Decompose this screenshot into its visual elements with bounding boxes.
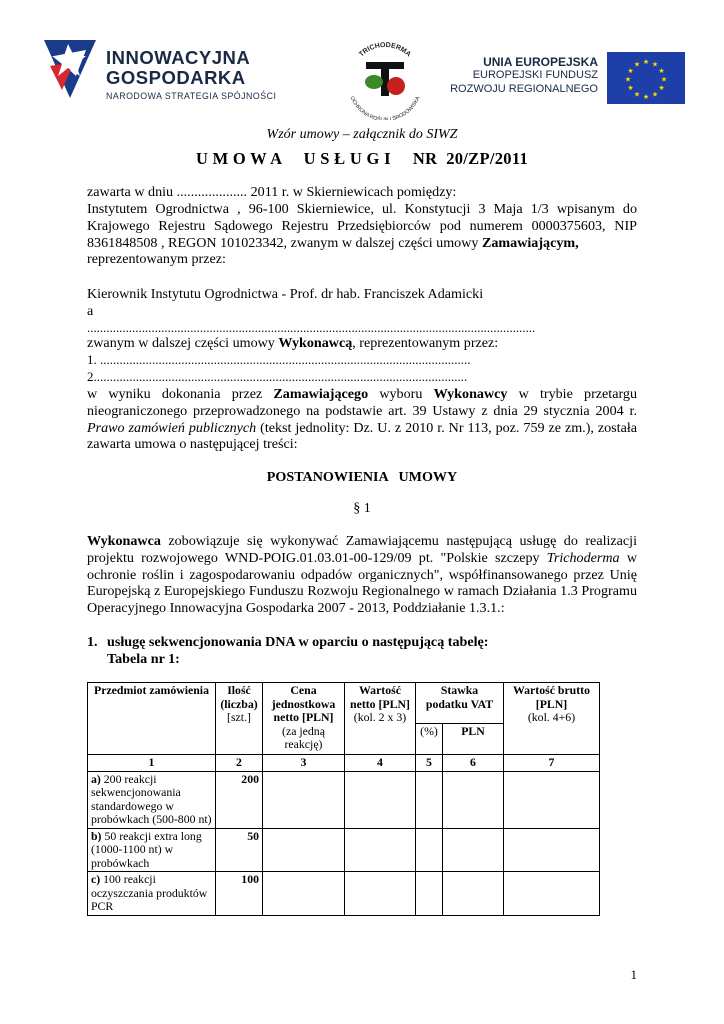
clause-text-b: zobowiązuje się wykonywać Zamawiającemu następującą usługę do realizacji projektu rozwojowego WND-POIG.01.03.01-00-129/09 pt. "Polskie szczepy	[87, 533, 637, 566]
col-number: 1	[88, 755, 216, 772]
eu-flag-icon	[607, 52, 685, 104]
svg-text:★: ★	[627, 84, 634, 92]
eu-line3: ROZWOJU REGIONALNEGO	[450, 82, 598, 95]
list-number: 1.	[87, 634, 98, 650]
row-vat-pct[interactable]	[416, 828, 443, 872]
header-net-label: Wartość netto [PLN]	[350, 683, 410, 711]
header-vat-pln: PLN	[443, 724, 504, 755]
row-vat-pct[interactable]	[416, 872, 443, 916]
row-vat-pct[interactable]	[416, 771, 443, 828]
svg-text:★: ★	[658, 84, 665, 92]
row-letter: b)	[91, 828, 102, 843]
row-item	[88, 771, 216, 828]
row-net[interactable]	[345, 872, 416, 916]
represented-by: reprezentowanym przez:	[87, 251, 226, 268]
intro-date-line: zawarta w dniu .................... 2011 r. w Skierniewicach pomiędzy:	[87, 184, 457, 200]
row-gross[interactable]	[504, 828, 600, 872]
header-qty	[216, 683, 263, 755]
representative-1-line: 1. ..................................................................................................................	[87, 352, 471, 367]
row-qty: 50	[216, 828, 263, 872]
row-net[interactable]	[345, 771, 416, 828]
svg-text:★: ★	[658, 67, 665, 75]
header-vat: Stawka podatku VAT	[416, 683, 504, 724]
result-text-3: wyboru	[368, 386, 434, 402]
row-vat-pln[interactable]	[443, 771, 504, 828]
header-price-label: Cena jednostkowa netto [PLN]	[271, 683, 336, 724]
table-label: Tabela nr 1:	[107, 651, 180, 667]
section-title: POSTANOWIENIA UMOWY	[266, 469, 458, 485]
header-price	[263, 683, 345, 755]
innowacyjna-gospodarka-logo	[40, 34, 280, 114]
row-text: 200 reakcji sekwencjonowania standardowego w probówkach (500-800 nt)	[91, 771, 212, 826]
row-qty: 200	[216, 771, 263, 828]
row-text: 100 reakcji oczyszczania produktów PCR	[91, 872, 208, 913]
table-row	[88, 771, 600, 828]
zamawiajacy-term: Zamawiającym,	[481, 234, 579, 251]
header-item: Przedmiot zamówienia	[88, 683, 216, 755]
header-price-note: (za jedną reakcję)	[282, 723, 325, 751]
row-vat-pln[interactable]	[443, 872, 504, 916]
svg-text:OCHRONA ROŚLIN I ŚRODOWISKA	[349, 95, 422, 120]
clause-1-paragraph	[87, 533, 637, 617]
svg-text:★: ★	[651, 60, 659, 69]
col-number: 3	[263, 755, 345, 772]
header-net	[345, 683, 416, 755]
representative-2-line: 2...................................................................................................................	[87, 369, 468, 384]
result-text-7: (tekst jednolity: Dz. U. z 2010 r. Nr 113, poz. 759 ze zm.), została zawarta umowa o następującej treści:	[87, 419, 638, 453]
ig-logo-line3: NARODOWA STRATEGIA SPÓJNOŚCI	[106, 91, 277, 101]
row-item	[88, 828, 216, 872]
contractor-text-a: zwanym w dalszej części umowy	[87, 335, 279, 351]
header-vat-pct: (%)	[416, 724, 443, 755]
row-letter: c)	[91, 872, 101, 886]
row-letter: a)	[91, 771, 101, 786]
contractor-text-c: , reprezentowanym przez:	[352, 335, 499, 351]
wykonawca-term: Wykonawcą	[278, 335, 353, 351]
clause-text-d: w ochronie roślin i zagospodarowaniu odpadów organicznych", współfinansowanego przez Unię Europejską z Europejskiego Funduszu Rozwoju Regionalnego w ramach Działania 1.3 Programu Operacyjnego Innowacyjna Gospodarka 2007 - 2013, Poddziałanie 1.3.1.:	[87, 549, 638, 617]
result-zamawiajacego: Zamawiającego	[273, 386, 369, 402]
col-number: 7	[504, 755, 600, 772]
contractor-line	[87, 335, 498, 352]
row-price[interactable]	[263, 872, 345, 916]
svg-text:★: ★	[624, 75, 632, 84]
result-wykonawcy: Wykonawcy	[433, 386, 508, 402]
ig-logo-line2: GOSPODARKA	[106, 67, 246, 88]
row-gross[interactable]	[504, 872, 600, 916]
service-list-item	[87, 634, 488, 668]
svg-text:★: ★	[642, 58, 650, 66]
director-line: Kierownik Instytutu Ogrodnictwa - Prof. dr hab. Franciszek Adamicki	[87, 286, 484, 302]
result-text-5: w trybie przetargu nieograniczonego przeprowadzonego na podstawie art. 39 Ustawy z dnia 29 stycznia 2004 r.	[87, 386, 637, 419]
row-price[interactable]	[263, 828, 345, 872]
trichoderma-logo-subtitle: OCHRONA ROŚLIN I ŚRODOWISKA	[348, 95, 422, 120]
col-number: 6	[443, 755, 504, 772]
row-net[interactable]	[345, 828, 416, 872]
ig-logo-line1: INNOWACYJNA	[106, 47, 251, 68]
trichoderma-logo-title: TRICHODERMA	[357, 41, 412, 59]
pricing-table	[87, 682, 600, 916]
svg-text:★: ★	[633, 60, 641, 69]
svg-text:★: ★	[660, 75, 668, 84]
col-number: 4	[345, 755, 416, 772]
intro-party-text: Instytutem Ogrodnictwa , 96-100 Skierniewice, ul. Konstytucji 3 Maja 1/3 wpisanym do Krajowego Rejestru Sądowego Rejestru Przedsiębiorców pod numerem 0000375603, NIP 8361848508 , REGON 101023342, zwanym w dalszej części umowy	[87, 201, 637, 251]
svg-text:★: ★	[651, 90, 659, 99]
eu-text-block	[450, 55, 598, 96]
svg-text:TRICHODERMA	[358, 42, 412, 59]
col-number: 2	[216, 755, 263, 772]
intro-party-paragraph	[87, 201, 637, 268]
ig-flag-icon	[40, 36, 100, 102]
svg-text:★: ★	[642, 93, 650, 101]
header-net-note: (kol. 2 x 3)	[353, 710, 407, 724]
header-gross-note: (kol. 4+6)	[527, 710, 576, 724]
and-line: a	[87, 303, 94, 319]
table-row	[88, 828, 600, 872]
result-paragraph	[87, 386, 637, 453]
row-text: 50 reakcji extra long (1000-1100 nt) w probówkach	[91, 828, 202, 870]
table-row	[88, 872, 600, 916]
col-number: 5	[416, 755, 443, 772]
svg-text:★: ★	[627, 67, 634, 75]
row-qty: 100	[216, 872, 263, 916]
eu-line2: EUROPEJSKI FUNDUSZ	[472, 69, 598, 81]
document-subtitle: Wzór umowy – załącznik do SIWZ	[266, 127, 458, 142]
header-qty-unit: [szt.]	[227, 710, 251, 724]
header-qty-label: Ilość (liczba)	[220, 683, 258, 711]
result-text-1: w wyniku dokonania przez	[87, 386, 274, 402]
clause-trichoderma: Trichoderma	[546, 549, 620, 566]
svg-text:★: ★	[633, 90, 641, 99]
eu-line1: UNIA EUROPEJSKA	[483, 55, 598, 69]
row-vat-pln[interactable]	[443, 828, 504, 872]
row-price[interactable]	[263, 771, 345, 828]
column-number-row	[88, 755, 600, 772]
list-text: usługę sekwencjonowania DNA w oparciu o następującą tabelę:	[107, 634, 489, 650]
row-item	[88, 872, 216, 916]
result-law-title: Prawo zamówień publicznych	[87, 419, 257, 436]
paragraph-sign: § 1	[353, 500, 371, 516]
document-title: U M O W A U S Ł U G I NR 20/ZP/2011	[195, 149, 529, 168]
header-gross-label: Wartość brutto [PLN]	[513, 683, 590, 711]
page-number: 1	[630, 967, 637, 982]
row-gross[interactable]	[504, 771, 600, 828]
trichoderma-logo	[340, 40, 430, 120]
table-header-row	[88, 683, 600, 724]
contractor-blank-line: ...........................................................................................................................................	[87, 321, 536, 335]
clause-wykonawca: Wykonawca	[87, 533, 161, 549]
header-gross	[504, 683, 600, 755]
